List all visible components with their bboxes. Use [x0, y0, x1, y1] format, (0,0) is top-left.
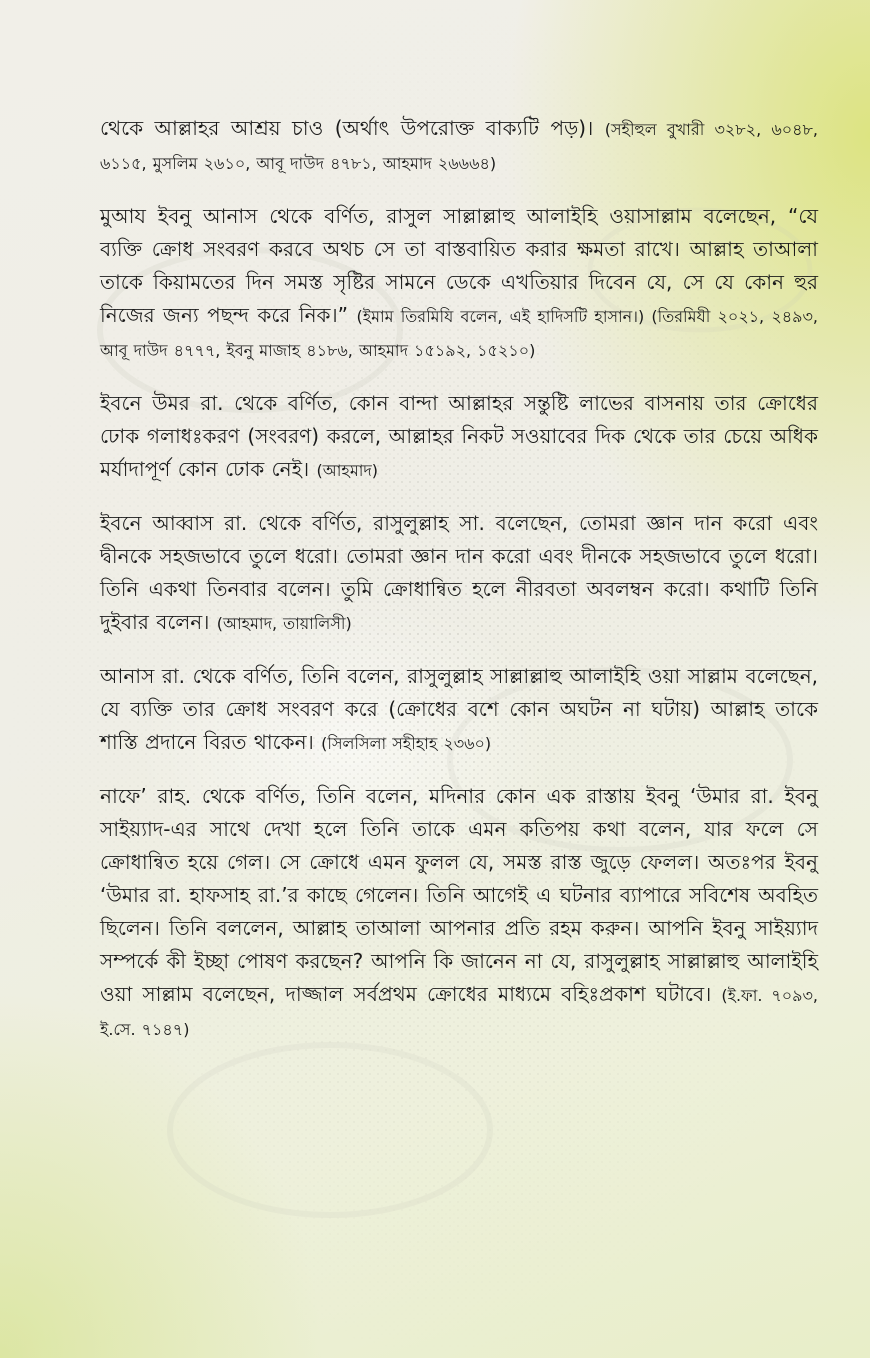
paragraph-text: মুআয ইবনু আনাস থেকে বর্ণিত, রাসুল সাল্লাল্লাহু আলাইহি ওয়াসাল্লাম বলেছেন, “যে ব্যক্তি ক্রোধ সংবরণ করবে অথচ সে তা বাস্তবায়িত করার ক্ষমতা রাখে। আল্লাহ তাআলা তাকে কিয়ামতের দিন সমস্ত সৃষ্টির সামনে ডেকে এখতিয়ার দিবেন যে, সে যে কোন হুর নিজের জন্য পছন্দ করে নিক।”	[100, 204, 818, 327]
paragraph-text: আনাস রা. থেকে বর্ণিত, তিনি বলেন, রাসুলুল্লাহ সাল্লাল্লাহু আলাইহি ওয়া সাল্লাম বলেছেন, যে ব্যক্তি তার ক্রোধ সংবরণ করে (ক্রোধের বশে কোন অঘটন না ঘটায়) আল্লাহ তাকে শাস্তি প্রদানে বিরত থাকেন।	[100, 664, 818, 754]
paragraph-text: থেকে আল্লাহর আশ্রয় চাও (অর্থাৎ উপরোক্ত বাক্যটি পড়)।	[100, 116, 594, 140]
text-body	[100, 112, 818, 1046]
paragraph-3	[100, 387, 818, 487]
paragraph-2	[100, 200, 818, 367]
citation: (সহীহুল বুখারী ৩২৮২, ৬০৪৮, ৬১১৫, মুসলিম ২৬১০, আবূ দাউদ ৪৭৮১, আহমাদ ২৬৬৬৪)	[100, 120, 819, 173]
citation: (ই.ফা. ৭০৯৩, ই.সে. ৭১৪৭)	[100, 986, 818, 1039]
paragraph-text: নাফে’ রাহ. থেকে বর্ণিত, তিনি বলেন, মদিনার কোন এক রাস্তায় ইবনু ‘উমার রা. ইবনু সাইয়্যাদ-এর সাথে দেখা হলে তিনি তাকে এমন কতিপয় কথা বলেন, যার ফলে সে ক্রোধান্বিত হয়ে গেল। সে ক্রোধে এমন ফুলল যে, সমস্ত রাস্ত জুড়ে ফেলল। অতঃপর ইবনু ‘উমার রা. হাফসাহ রা.’র কাছে গেলেন। তিনি আগেই এ ঘটনার ব্যাপারে সবিশেষ অবহিত ছিলেন। তিনি বললেন, আল্লাহ তাআলা আপনার প্রতি রহম করুন। আপনি ইবনু সাইয়্যাদ সম্পর্কে কী ইচ্ছা পোষণ করছেন? আপনি কি জানেন না যে, রাসুলুল্লাহ সাল্লাল্লাহু আলাইহি ওয়া সাল্লাম বলেছেন, দাজ্জাল সর্বপ্রথম ক্রোধের মাধ্যমে বহিঃপ্রকাশ ঘটাবে।	[100, 784, 818, 1006]
paragraph-text: ইবনে আব্বাস রা. থেকে বর্ণিত, রাসুলুল্লাহ সা. বলেছেন, তোমরা জ্ঞান দান করো এবং দ্বীনকে সহজভাবে তুলে ধরো। তোমরা জ্ঞান দান করো এবং দীনকে সহজভাবে তুলে ধরো। তিনি একথা তিনবার বলেন। তুমি ক্রোধান্বিত হলে নীরবতা অবলম্বন করো। কথাটি তিনি দুইবার বলেন।	[100, 511, 818, 634]
paragraph-1	[100, 112, 818, 180]
citation: (আহমাদ, তায়ালিসী)	[216, 614, 352, 633]
paragraph-text: ইবনে উমর রা. থেকে বর্ণিত, কোন বান্দা আল্লাহর সন্তুষ্টি লাভের বাসনায় তার ক্রোধের ঢোক গলাধঃকরণ (সংবরণ) করলে, আল্লাহর নিকট সওয়াবের দিক থেকে তার চেয়ে অধিক মর্যাদাপূর্ণ কোন ঢোক নেই।	[100, 391, 818, 481]
citation: (ইমাম তিরমিযি বলেন, এই হাদিসটি হাসান।) (তিরমিযী ২০২১, ২৪৯৩, আবূ দাউদ ৪৭৭৭, ইবনু মাজাহ ৪১৮৬, আহমাদ ১৫১৯২, ১৫২১০)	[100, 307, 819, 360]
paragraph-4	[100, 507, 818, 640]
paragraph-5	[100, 660, 818, 760]
paragraph-6	[100, 780, 818, 1046]
citation: (আহমাদ)	[316, 461, 378, 480]
citation: (সিলসিলা সহীহাহ ২৩৬০)	[321, 734, 492, 753]
